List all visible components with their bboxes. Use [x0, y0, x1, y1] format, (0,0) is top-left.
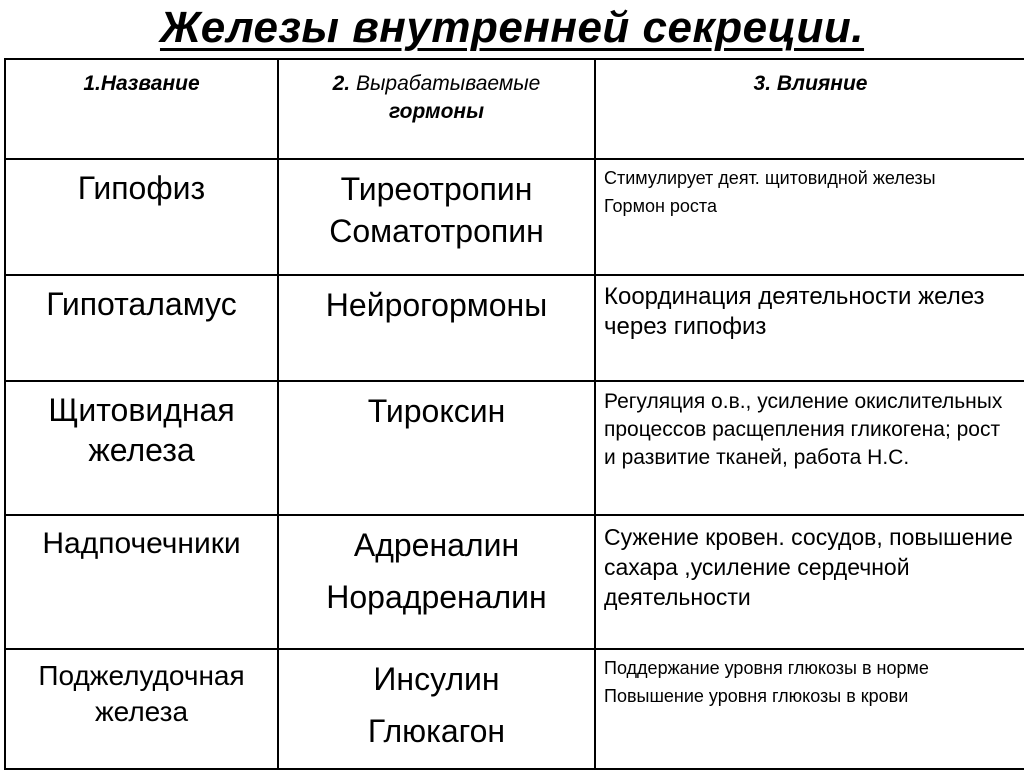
effect: Координация деятельности желез через гипофиз	[604, 283, 985, 340]
effect: Стимулирует деят. щитовидной железы	[604, 168, 936, 188]
table-row	[5, 515, 1024, 649]
table-row	[5, 649, 1024, 769]
hormone: Соматотропин	[329, 213, 544, 249]
gland-name: Надпочечники	[5, 515, 278, 649]
hormone: Адреналин	[353, 527, 520, 563]
hormones-cell	[278, 275, 595, 381]
gland-name: Поджелудочная железа	[5, 649, 278, 769]
hormone: Инсулин	[373, 661, 500, 697]
hormone: Нейрогормоны	[325, 287, 548, 323]
gland-name: Гипофиз	[5, 159, 278, 275]
effect-cell	[595, 159, 1024, 275]
gland-name: Гипоталамус	[5, 275, 278, 381]
hormones-cell	[278, 381, 595, 515]
hormone: Глюкагон	[367, 713, 506, 749]
hormones-cell	[278, 159, 595, 275]
gland-name: Щитовидная железа	[5, 381, 278, 515]
hormones-cell	[278, 649, 595, 769]
effect-cell	[595, 381, 1024, 515]
effect-cell	[595, 275, 1024, 381]
effect: Сужение кровен. сосудов, повышение сахара ,усиление сердечной деятельности	[604, 524, 1013, 610]
header-hormones: 2. Вырабатываемые гормоны	[278, 59, 595, 159]
effect: Регуляция о.в., усиление окислительных процессов расщепления гликогена; рост и развитие тканей, работа Н.С.	[604, 390, 1003, 469]
hormones-cell	[278, 515, 595, 649]
effect: Повышение уровня глюкозы в крови	[604, 686, 909, 706]
table-row	[5, 275, 1024, 381]
table-row	[5, 159, 1024, 275]
hormone: Норадреналин	[326, 579, 547, 615]
hormone: Тиреотропин	[340, 171, 533, 207]
effect-cell	[595, 649, 1024, 769]
header-effect: 3. Влияние	[595, 59, 1024, 159]
hormone: Тироксин	[367, 393, 506, 429]
header-name: 1.Название	[5, 59, 278, 159]
effect: Поддержание уровня глюкозы в норме	[604, 658, 929, 678]
table-row	[5, 381, 1024, 515]
header-row	[5, 59, 1024, 159]
glands-table	[4, 58, 1024, 770]
effect: Гормон роста	[604, 196, 717, 216]
page-title: Железы внутренней секреции.	[159, 3, 865, 52]
effect-cell	[595, 515, 1024, 649]
